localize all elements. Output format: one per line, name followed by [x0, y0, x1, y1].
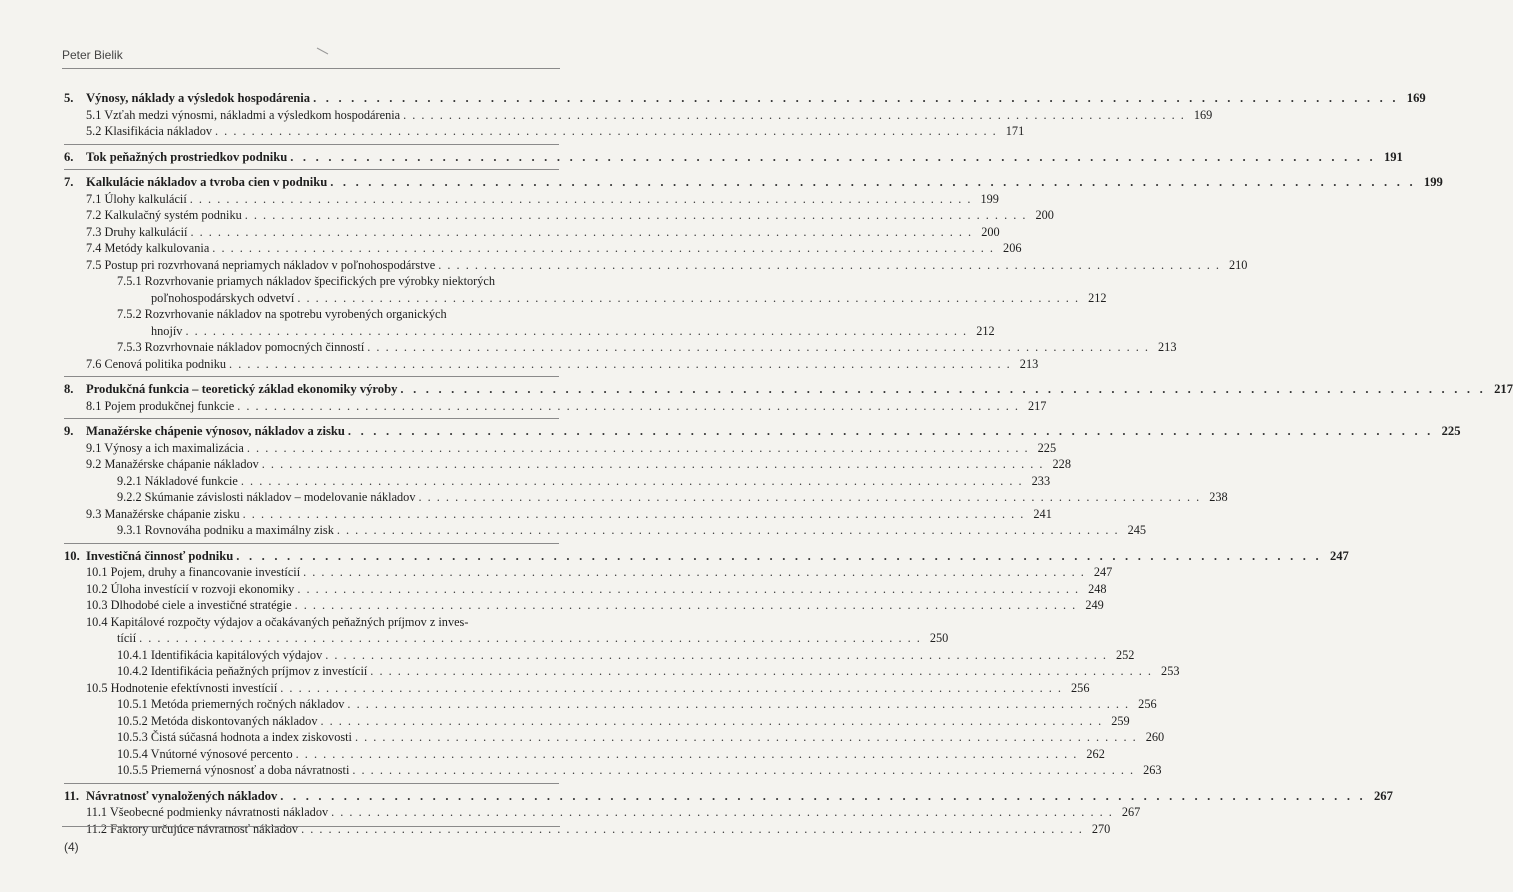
dot-leader: [337, 522, 1119, 539]
dot-leader: [400, 381, 1486, 398]
dot-leader: [185, 323, 967, 340]
chapter-entry: [64, 548, 1349, 565]
entry-title: 7.1 Úlohy kalkulácií: [86, 191, 187, 206]
chapter-page: 191: [1383, 149, 1403, 164]
entry-title: 10.5 Hodnotenie efektívnosti investícií: [86, 680, 278, 695]
entry-title: 10.5.3 Čistá súčasná hodnota a index ziskovosti: [117, 730, 352, 744]
dot-leader: [280, 788, 1366, 805]
entry-title: 7.4 Metódy kalkulovania: [86, 241, 210, 255]
entry-title: 7.6 Cenová politika podniku: [86, 356, 227, 371]
section-entry: [64, 440, 1057, 457]
chapter-separator: [64, 418, 559, 419]
section-entry: [64, 581, 1107, 598]
dot-leader: [348, 423, 1434, 440]
dot-leader: [243, 506, 1025, 523]
entry-page: 206: [1003, 241, 1022, 255]
entry-page: 213: [1019, 356, 1039, 371]
entry-page: 200: [1035, 208, 1054, 222]
entry-title: 7.5.1 Rozvrhovanie priamych nákladov špecifických pre výrobky niektorých: [117, 274, 496, 288]
section-entry: [64, 224, 1000, 241]
entry-title: 10.2 Úloha investícií v rozvoji ekonomiky: [86, 581, 295, 596]
dot-leader: [403, 107, 1185, 124]
chapter-title: Manažérske chápenie výnosov, nákladov a zisku: [86, 424, 345, 438]
dot-leader: [418, 489, 1200, 506]
entry-title: 7.5.2 Rozvrhovanie nákladov na spotrebu vyrobených organických: [117, 307, 447, 321]
section-entry: [64, 456, 1071, 473]
entry-page: 256: [1071, 680, 1090, 695]
dot-leader: [296, 746, 1078, 763]
dot-leader: [139, 630, 921, 647]
dot-leader: [438, 257, 1220, 274]
chapter-number: 6.: [64, 149, 74, 164]
table-of-contents: [64, 88, 1513, 837]
entry-page: 241: [1033, 506, 1052, 521]
section-entry: [64, 240, 1022, 257]
chapter-title: Výnosy, náklady a výsledok hospodárenia: [86, 91, 311, 105]
dot-leader: [303, 564, 1085, 581]
entry-title: 9.1 Výnosy a ich maximalizácia: [86, 440, 244, 455]
chapter-page: 225: [1441, 424, 1461, 438]
chapter-entry: [64, 423, 1461, 440]
chapter-separator: [64, 376, 559, 377]
section-entry: [64, 123, 1025, 140]
subsection-entry: [64, 746, 1105, 763]
entry-page: 245: [1127, 523, 1147, 537]
dot-leader: [301, 821, 1083, 838]
section-entry: [64, 614, 559, 631]
entry-page: 233: [1031, 473, 1051, 488]
subsection-entry: [64, 663, 1180, 680]
dot-leader: [367, 339, 1149, 356]
entry-continuation: [64, 630, 949, 647]
entry-page: 225: [1037, 440, 1057, 455]
dot-leader: [347, 696, 1129, 713]
chapter-title: Kalkulácie nákladov a tvroba cien v podniku: [86, 175, 328, 189]
chapter-title: Návratnosť vynaložených nákladov: [86, 788, 278, 803]
chapter-title: Tok peňažných prostriedkov podniku: [86, 149, 288, 164]
entry-title: 10.4.1 Identifikácia kapitálových výdajov: [117, 647, 323, 662]
entry-title: 10.3 Dlhodobé ciele a investičné stratégie: [86, 598, 292, 612]
dot-leader: [215, 123, 997, 140]
subsection-entry: [64, 522, 1147, 539]
running-header-author: Peter Bielik: [62, 48, 123, 62]
entry-page: 228: [1052, 457, 1071, 471]
subsection-entry: [64, 473, 1051, 490]
dot-leader: [331, 804, 1113, 821]
chapter-page: 217: [1494, 382, 1513, 396]
entry-title: 5.2 Klasifikácia nákladov: [86, 124, 213, 138]
entry-page: 263: [1143, 763, 1162, 777]
entry-title-continued: hnojív: [151, 323, 183, 338]
subsection-entry: [64, 339, 1177, 356]
chapter-title: Produkčná funkcia – teoretický základ ekonomiky výroby: [86, 382, 398, 396]
entry-page: 262: [1086, 746, 1105, 761]
section-entry: [64, 398, 1047, 415]
subsection-entry: [64, 306, 559, 323]
dot-leader: [190, 191, 972, 208]
dot-leader: [355, 729, 1137, 746]
chapter-separator: [64, 144, 559, 145]
chapter-number: 8.: [64, 382, 74, 396]
entry-page: 212: [1088, 290, 1107, 305]
entry-page: 171: [1005, 124, 1025, 138]
entry-page: 213: [1158, 340, 1177, 354]
entry-title: 10.5.2 Metóda diskontovaných nákladov: [117, 713, 318, 728]
entry-title: 7.2 Kalkulačný systém podniku: [86, 208, 242, 222]
entry-page: 200: [981, 224, 1000, 239]
entry-title: 10.5.5 Priemerná výnosnosť a doba návratnosti: [117, 763, 350, 777]
entry-page: 248: [1088, 581, 1107, 596]
entry-page: 247: [1093, 565, 1113, 579]
dot-leader: [212, 240, 994, 257]
section-entry: [64, 821, 1111, 838]
entry-title: 10.4.2 Identifikácia peňažných príjmov z investícií: [117, 664, 368, 678]
dot-leader: [241, 473, 1023, 490]
chapter-page: 169: [1406, 91, 1426, 105]
section-entry: [64, 680, 1090, 697]
subsection-entry: [64, 489, 1228, 506]
chapter-page: 247: [1329, 548, 1349, 563]
entry-page: 249: [1085, 598, 1104, 612]
entry-page: 256: [1138, 697, 1157, 711]
entry-page: 169: [1193, 107, 1213, 122]
entry-page: 210: [1229, 257, 1248, 272]
dot-leader: [262, 456, 1044, 473]
entry-title-continued: tícií: [117, 631, 137, 645]
chapter-entry: [64, 90, 1426, 107]
section-entry: [64, 506, 1052, 523]
entry-page: 252: [1115, 647, 1135, 662]
dot-leader: [313, 90, 1399, 107]
section-entry: [64, 804, 1141, 821]
section-entry: [64, 356, 1039, 373]
subsection-entry: [64, 762, 1162, 779]
section-entry: [64, 191, 999, 208]
dot-leader: [320, 713, 1102, 730]
section-entry: [64, 107, 1213, 124]
entry-continuation: [64, 290, 1107, 307]
dot-leader: [297, 290, 1079, 307]
dot-leader: [247, 440, 1029, 457]
subsection-entry: [64, 713, 1130, 730]
entry-title: 10.1 Pojem, druhy a financovanie investícií: [86, 565, 301, 579]
subsection-entry: [64, 696, 1157, 713]
chapter-title: Investičná činnosť podniku: [86, 548, 234, 563]
dot-leader: [325, 647, 1107, 664]
chapter-page: 267: [1374, 788, 1393, 803]
header-rule: [62, 68, 560, 69]
dot-leader: [290, 149, 1376, 166]
entry-page: 267: [1121, 805, 1141, 819]
dot-leader: [280, 680, 1062, 697]
subsection-entry: [64, 729, 1165, 746]
chapter-entry: [64, 381, 1513, 398]
chapter-number: 9.: [64, 424, 74, 438]
chapter-entry: [64, 149, 1403, 166]
entry-continuation: [64, 323, 995, 340]
entry-title: 11.1 Všeobecné podmienky návratnosti nákladov: [86, 805, 329, 819]
entry-page: 259: [1111, 713, 1130, 728]
section-entry: [64, 597, 1104, 614]
dot-leader: [236, 548, 1322, 565]
dot-leader: [370, 663, 1152, 680]
entry-title: 7.5.3 Rozvrhovnaie nákladov pomocných činností: [117, 340, 365, 354]
pencil-mark-icon: [316, 46, 330, 56]
entry-title: 10.5.4 Vnútorné výnosové percento: [117, 746, 293, 761]
entry-page: 270: [1091, 821, 1111, 836]
entry-title: 7.3 Druhy kalkulácií: [86, 224, 188, 239]
entry-title: 10.5.1 Metóda priemerných ročných nákladov: [117, 697, 345, 711]
entry-page: 260: [1145, 730, 1165, 744]
chapter-number: 11.: [64, 788, 80, 803]
dot-leader: [229, 356, 1011, 373]
chapter-separator: [64, 783, 559, 784]
chapter-separator: [64, 169, 559, 170]
section-entry: [64, 257, 1248, 274]
dot-leader: [237, 398, 1019, 415]
section-entry: [64, 207, 1054, 224]
chapter-entry: [64, 174, 1443, 191]
entry-title: 9.3.1 Rovnováha podniku a maximálny zisk: [117, 523, 334, 537]
footer-rule: [62, 826, 560, 827]
entry-title: 7.5 Postup pri rozvrhovaná nepriamych nákladov v poľnohospodárstve: [86, 257, 436, 272]
chapter-number: 7.: [64, 175, 74, 189]
entry-page: 199: [980, 191, 999, 206]
chapter-number: 5.: [64, 91, 74, 105]
entry-page: 253: [1161, 664, 1180, 678]
entry-page: 217: [1027, 398, 1047, 413]
dot-leader: [295, 597, 1077, 614]
page-number: (4): [64, 840, 79, 854]
entry-title: 9.2.2 Skúmanie závislosti nákladov – modelovanie nákladov: [117, 490, 416, 504]
dot-leader: [352, 762, 1134, 779]
subsection-entry: [64, 273, 559, 290]
chapter-separator: [64, 543, 559, 544]
chapter-number: 10.: [64, 548, 80, 563]
entry-page: 212: [976, 323, 995, 338]
entry-title: 9.2.1 Nákladové funkcie: [117, 473, 238, 488]
entry-title: 10.4 Kapitálové rozpočty výdajov a očakávaných peňažných príjmov z inves-: [86, 614, 469, 629]
entry-title: 9.3 Manažérske chápanie zisku: [86, 506, 240, 521]
entry-page: 250: [929, 631, 949, 645]
dot-leader: [330, 174, 1416, 191]
dot-leader: [297, 581, 1079, 598]
entry-title: 11.2 Faktory určujúce návratnosť nákladov: [86, 821, 299, 836]
entry-title: 5.1 Vzťah medzi výnosmi, nákladmi a výsledkom hospodárenia: [86, 107, 401, 122]
chapter-entry: [64, 788, 1393, 805]
subsection-entry: [64, 647, 1135, 664]
entry-title-continued: poľnohospodárskych odvetví: [151, 290, 295, 305]
entry-title: 8.1 Pojem produkčnej funkcie: [86, 398, 235, 413]
entry-page: 238: [1209, 490, 1228, 504]
dot-leader: [245, 207, 1027, 224]
dot-leader: [190, 224, 972, 241]
entry-title: 9.2 Manažérske chápanie nákladov: [86, 457, 259, 471]
section-entry: [64, 564, 1113, 581]
chapter-page: 199: [1423, 175, 1443, 189]
